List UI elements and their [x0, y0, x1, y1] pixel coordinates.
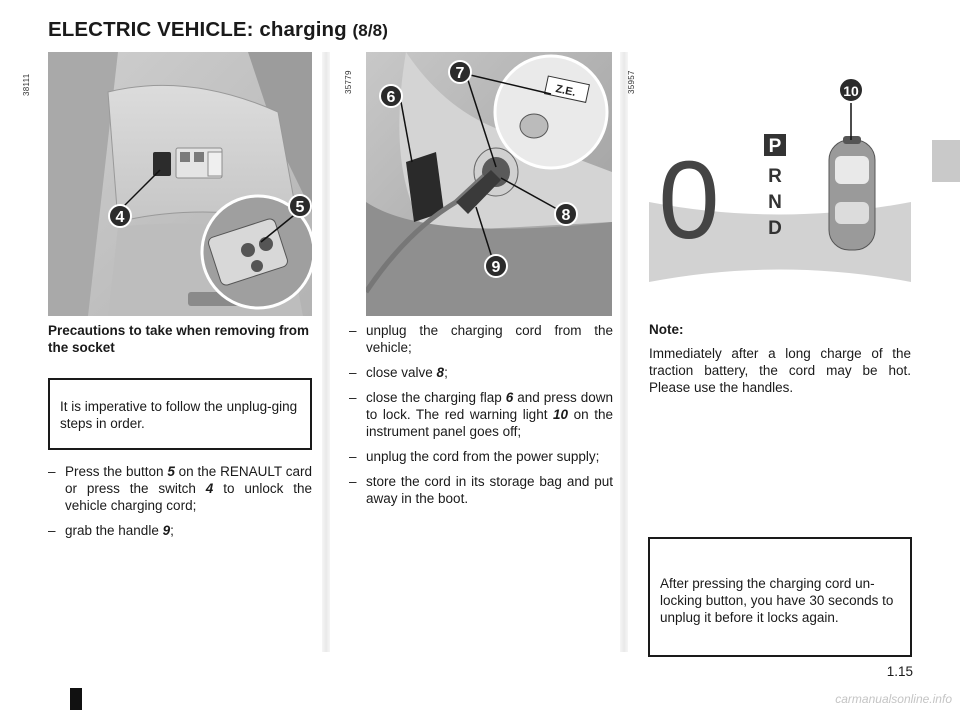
callout-5-label: 5 [295, 199, 305, 216]
page-title-main: ELECTRIC VEHICLE: charging [48, 18, 347, 41]
callout-10-label: 10 [843, 83, 859, 99]
note-title: Note: [649, 322, 684, 337]
list-item: – store the cord in its storage bag and put away in the boot. [349, 473, 613, 507]
callout-4-label: 4 [115, 209, 125, 226]
watermark: carmanualsonline.info [835, 692, 952, 706]
gear-r: R [768, 166, 782, 187]
page-number: 1.15 [886, 664, 913, 679]
callout-6-label: 6 [386, 89, 396, 106]
page-title-part: (8/8) [352, 21, 388, 40]
callout-8 [555, 203, 577, 225]
callout-8-label: 8 [561, 207, 571, 224]
figure-ref-code: 35957 [627, 70, 636, 94]
page-title [48, 18, 388, 42]
column-divider [620, 52, 628, 652]
gear-d: D [768, 218, 782, 239]
callout-10 [839, 78, 863, 102]
crop-mark [70, 688, 82, 710]
callout-4 [109, 205, 131, 227]
speed-readout: 0 [658, 139, 720, 262]
info-box [648, 537, 912, 657]
callout-9 [485, 255, 507, 277]
list-item: – unplug the charging cord from the vehicle; [349, 322, 613, 356]
section-heading: Precautions to take when removing from the socket [48, 323, 310, 355]
gear-n: N [768, 192, 782, 213]
list-item: – Press the button 5 on the RENAULT card or press the switch 4 to unlock the vehicle charging cord; [48, 463, 312, 514]
list-item: – close the charging flap 6 and press down to lock. The red warning light 10 on the instrument panel goes off; [349, 389, 613, 440]
info-text: After pressing the charging cord un-locking button, you have 30 seconds to unplug it before it locks again. [660, 576, 894, 625]
unplug-steps-list [48, 463, 312, 547]
figure-ref-code: 38111 [22, 73, 31, 96]
list-item: – unplug the cord from the power supply; [349, 448, 613, 465]
figure-ref-code: 35779 [344, 70, 353, 94]
unplug-steps-list-continued [349, 322, 613, 515]
callout-7-label: 7 [455, 65, 465, 82]
callout-9-label: 9 [491, 259, 501, 276]
note-body: Immediately after a long charge of the traction battery, the cord may be hot. Please use the handles. [649, 346, 911, 395]
figure-dashboard-switch [48, 52, 312, 316]
warning-text: It is imperative to follow the unplug-ging steps in order. [60, 399, 298, 431]
section-tab[interactable] [932, 140, 960, 182]
callout-6 [380, 85, 402, 107]
socket-label: Z.E. [554, 82, 577, 99]
warning-box [48, 378, 312, 450]
column-divider [322, 52, 330, 652]
list-item: – grab the handle 9; [48, 522, 312, 539]
callout-7 [449, 61, 471, 83]
callout-5 [289, 195, 311, 217]
figure-charging-socket [366, 52, 612, 316]
car-topview [829, 136, 875, 250]
list-item: – close valve 8; [349, 364, 613, 381]
gear-p: P [768, 136, 782, 157]
figure-instrument-panel [649, 52, 911, 316]
